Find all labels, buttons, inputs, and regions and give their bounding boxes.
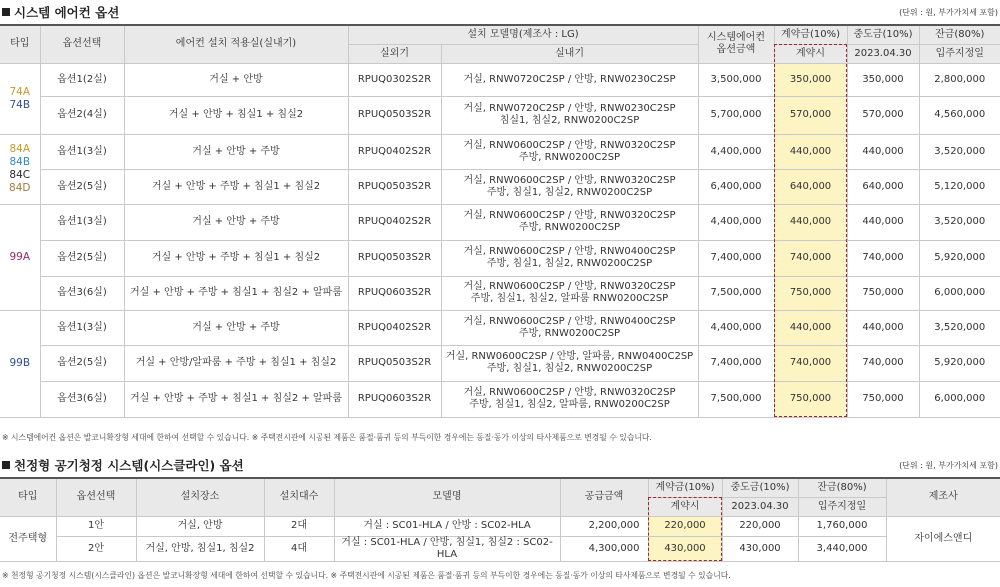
rooms-cell: 거실 + 안방 + 주방 + 침실1 + 침실2 [124, 169, 348, 204]
header-balance: 잔금(80%) [919, 25, 1000, 44]
indoor-unit-cell: 거실, RNW0600C2SP / 안방, RNW0320C2SP 주방, 침실1, 침실2, RNW0200C2SP [441, 169, 698, 204]
deposit-cell: 440,000 [774, 134, 847, 169]
type-cell [0, 310, 40, 417]
header-indoor: 실내기 [441, 44, 698, 63]
header-balance: 잔금(80%) [798, 478, 886, 497]
price-cell: 4,300,000 [560, 536, 648, 561]
section2-unit: (단위 : 원, 부가가치세 포함) [899, 461, 998, 470]
header-option: 옵션선택 [40, 25, 124, 63]
section2-title: 천정형 공기청정 시스템(시스클라인) 옵션 [2, 456, 244, 474]
header-count: 설치대수 [264, 478, 334, 516]
indoor-unit-cell: 거실, RNW0600C2SP / 안방, 알파룸, RNW0400C2SP 주방, 침실1, 침실2, RNW0200C2SP [441, 345, 698, 381]
rooms-cell: 거실 + 안방 + 주방 [124, 134, 348, 169]
deposit-cell: 740,000 [774, 345, 847, 381]
section2-note: ※ 천정형 공기청정 시스템(시스클라인) 옵션은 발코니확장형 세대에 한하여 선택할 수 있습니다. ※ 주택전시관에 시공된 제품은 품절·품귀 등의 부득이한 경우에는 동질·동가 이상의 타사제품으로 변경될 수 있습니다. [2, 571, 731, 580]
bullet-square-icon [2, 461, 10, 469]
price-cell: 7,500,000 [698, 276, 774, 310]
balance-cell: 3,520,000 [919, 134, 1000, 169]
header-place: 설치장소 [136, 478, 264, 516]
table-row [0, 63, 1000, 96]
deposit-cell: 570,000 [774, 96, 847, 134]
indoor-unit-cell: 거실, RNW0600C2SP / 안방, RNW0320C2SP 주방, 침실1, 침실2, 알파룸, RNW0200C2SP [441, 381, 698, 417]
middle-payment-cell: 570,000 [847, 96, 919, 134]
middle-payment-cell: 750,000 [847, 276, 919, 310]
table-row [0, 536, 1000, 561]
option-cell: 옵션1(3실) [40, 204, 124, 240]
middle-payment-cell: 740,000 [847, 345, 919, 381]
header-middle-sub: 2023.04.30 [722, 497, 798, 516]
header-price: 시스템에어컨 옵션금액 [698, 25, 774, 63]
indoor-unit-cell: 거실, RNW0720C2SP / 안방, RNW0230C2SP 침실1, 침실2, RNW0200C2SP [441, 96, 698, 134]
option-cell: 옵션1(2실) [40, 63, 124, 96]
model-cell: 거실 : SC01-HLA / 안방 : SC02-HLA [334, 516, 560, 536]
option-cell: 옵션2(5실) [40, 240, 124, 276]
deposit-cell: 640,000 [774, 169, 847, 204]
option-cell: 옵션2(5실) [40, 169, 124, 204]
option-cell: 2안 [56, 536, 136, 561]
price-cell: 7,500,000 [698, 381, 774, 417]
balance-cell: 1,760,000 [798, 516, 886, 536]
rooms-cell: 거실 + 안방 + 주방 [124, 310, 348, 345]
indoor-unit-cell: 거실, RNW0600C2SP / 안방, RNW0320C2SP 주방, 침실1, 침실2, 알파룸 RNW0200C2SP [441, 276, 698, 310]
option-cell: 옵션3(6실) [40, 381, 124, 417]
balance-cell: 3,520,000 [919, 204, 1000, 240]
header-deposit-sub: 계약시 [648, 497, 722, 516]
table-row [0, 381, 1000, 417]
table-row [0, 204, 1000, 240]
type-label: 99A [9, 250, 31, 263]
outdoor-unit-cell: RPUQ0503S2R [348, 169, 441, 204]
table-row [0, 169, 1000, 204]
price-cell: 4,400,000 [698, 204, 774, 240]
type-label: 84B [9, 156, 31, 168]
indoor-unit-cell: 거실, RNW0600C2SP / 안방, RNW0320C2SP 주방, RNW0200C2SP [441, 134, 698, 169]
type-cell [0, 204, 40, 310]
table-row [0, 134, 1000, 169]
balance-cell: 6,000,000 [919, 381, 1000, 417]
price-cell: 7,400,000 [698, 240, 774, 276]
section2-header [0, 455, 1000, 475]
section1-header [0, 2, 1000, 22]
header-rooms: 에어컨 설치 적용실(실내기) [124, 25, 348, 63]
header-deposit: 계약금(10%) [774, 25, 847, 44]
table-row [0, 345, 1000, 381]
option-cell: 옵션2(4실) [40, 96, 124, 134]
type-label: 74A [9, 85, 31, 98]
price-cell: 3,500,000 [698, 63, 774, 96]
table-row [0, 96, 1000, 134]
deposit-cell: 440,000 [774, 204, 847, 240]
count-cell: 2대 [264, 516, 334, 536]
price-cell: 4,400,000 [698, 134, 774, 169]
type-label: 74B [9, 98, 31, 111]
header-deposit: 계약금(10%) [648, 478, 722, 497]
header-maker: 제조사 [886, 478, 1000, 516]
middle-payment-cell: 740,000 [847, 240, 919, 276]
bullet-square-icon [2, 8, 10, 16]
outdoor-unit-cell: RPUQ0302S2R [348, 63, 441, 96]
price-cell: 7,400,000 [698, 345, 774, 381]
table-row [0, 516, 1000, 536]
header-option: 옵션선택 [56, 478, 136, 516]
option-cell: 옵션1(3실) [40, 310, 124, 345]
header-outdoor: 실외기 [348, 44, 441, 63]
maker-cell: 자이에스앤디 [886, 516, 1000, 561]
header-type: 타입 [0, 25, 40, 63]
indoor-unit-cell: 거실, RNW0600C2SP / 안방, RNW0320C2SP 주방, RNW0200C2SP [441, 204, 698, 240]
balance-cell: 5,920,000 [919, 345, 1000, 381]
middle-payment-cell: 640,000 [847, 169, 919, 204]
rooms-cell: 거실 + 안방 [124, 63, 348, 96]
middle-payment-cell: 750,000 [847, 381, 919, 417]
table-row [0, 240, 1000, 276]
price-cell: 5,700,000 [698, 96, 774, 134]
rooms-cell: 거실 + 안방 + 주방 + 침실1 + 침실2 + 알파룸 [124, 276, 348, 310]
balance-cell: 5,920,000 [919, 240, 1000, 276]
option-cell: 1안 [56, 516, 136, 536]
outdoor-unit-cell: RPUQ0503S2R [348, 345, 441, 381]
section1-unit: (단위 : 원, 부가가치세 포함) [899, 8, 998, 17]
balance-cell: 3,520,000 [919, 310, 1000, 345]
price-cell: 2,200,000 [560, 516, 648, 536]
model-cell: 거실 : SC01-HLA / 안방, 침실1, 침실2 : SC02-HLA [334, 536, 560, 561]
header-deposit-sub: 계약시 [774, 44, 847, 63]
section1-title: 시스템 에어컨 옵션 [2, 3, 119, 21]
place-cell: 거실, 안방 [136, 516, 264, 536]
header-middle: 중도금(10%) [722, 478, 798, 497]
deposit-cell: 740,000 [774, 240, 847, 276]
balance-cell: 2,800,000 [919, 63, 1000, 96]
type-label: 99B [9, 357, 31, 369]
outdoor-unit-cell: RPUQ0402S2R [348, 204, 441, 240]
type-cell [0, 134, 40, 204]
deposit-cell: 750,000 [774, 276, 847, 310]
outdoor-unit-cell: RPUQ0503S2R [348, 96, 441, 134]
type-label: 84D [9, 182, 31, 194]
count-cell: 4대 [264, 536, 334, 561]
aircon-option-table [0, 24, 1000, 418]
option-cell: 옵션2(5실) [40, 345, 124, 381]
outdoor-unit-cell: RPUQ0503S2R [348, 240, 441, 276]
header-balance-sub: 입주지정일 [919, 44, 1000, 63]
option-cell: 옵션1(3실) [40, 134, 124, 169]
header-middle-sub: 2023.04.30 [847, 44, 919, 63]
table-row [0, 310, 1000, 345]
middle-payment-cell: 430,000 [722, 536, 798, 561]
middle-payment-cell: 220,000 [722, 516, 798, 536]
balance-cell: 6,000,000 [919, 276, 1000, 310]
balance-cell: 4,560,000 [919, 96, 1000, 134]
table-row [0, 276, 1000, 310]
header-middle: 중도금(10%) [847, 25, 919, 44]
indoor-unit-cell: 거실, RNW0720C2SP / 안방, RNW0230C2SP [441, 63, 698, 96]
type-cell: 전주택형 [0, 516, 56, 561]
type-cell [0, 63, 40, 134]
deposit-cell: 220,000 [648, 516, 722, 536]
rooms-cell: 거실 + 안방 + 침실1 + 침실2 [124, 96, 348, 134]
outdoor-unit-cell: RPUQ0402S2R [348, 134, 441, 169]
indoor-unit-cell: 거실, RNW0600C2SP / 안방, RNW0400C2SP 주방, 침실1, 침실2, RNW0200C2SP [441, 240, 698, 276]
rooms-cell: 거실 + 안방/알파룸 + 주방 + 침실1 + 침실2 [124, 345, 348, 381]
price-cell: 4,400,000 [698, 310, 774, 345]
option-cell: 옵션3(6실) [40, 276, 124, 310]
air-purifier-option-table [0, 477, 1000, 562]
rooms-cell: 거실 + 안방 + 주방 + 침실1 + 침실2 [124, 240, 348, 276]
type-label: 84C [9, 169, 31, 181]
place-cell: 거실, 안방, 침실1, 침실2 [136, 536, 264, 561]
deposit-cell: 440,000 [774, 310, 847, 345]
middle-payment-cell: 440,000 [847, 310, 919, 345]
type-label: 84A [9, 143, 31, 155]
outdoor-unit-cell: RPUQ0603S2R [348, 276, 441, 310]
header-model: 모델명 [334, 478, 560, 516]
price-cell: 6,400,000 [698, 169, 774, 204]
header-type: 타입 [0, 478, 56, 516]
outdoor-unit-cell: RPUQ0402S2R [348, 310, 441, 345]
header-balance-sub: 입주지정일 [798, 497, 886, 516]
deposit-cell: 350,000 [774, 63, 847, 96]
balance-cell: 5,120,000 [919, 169, 1000, 204]
outdoor-unit-cell: RPUQ0603S2R [348, 381, 441, 417]
middle-payment-cell: 350,000 [847, 63, 919, 96]
middle-payment-cell: 440,000 [847, 204, 919, 240]
deposit-cell: 750,000 [774, 381, 847, 417]
rooms-cell: 거실 + 안방 + 주방 + 침실1 + 침실2 + 알파룸 [124, 381, 348, 417]
header-model: 설치 모델명(제조사 : LG) [348, 25, 698, 44]
indoor-unit-cell: 거실, RNW0600C2SP / 안방, RNW0400C2SP 주방, RNW0200C2SP [441, 310, 698, 345]
balance-cell: 3,440,000 [798, 536, 886, 561]
deposit-cell: 430,000 [648, 536, 722, 561]
rooms-cell: 거실 + 안방 + 주방 [124, 204, 348, 240]
middle-payment-cell: 440,000 [847, 134, 919, 169]
header-price: 공급금액 [560, 478, 648, 516]
section1-note: ※ 시스템에어컨 옵션은 발코니확장형 세대에 한하여 선택할 수 있습니다. ※ 주택전시관에 시공된 제품은 품절·품귀 등의 부득이한 경우에는 동질·동가 이상의 타사제품으로 변경될 수 있습니다. [2, 433, 652, 442]
